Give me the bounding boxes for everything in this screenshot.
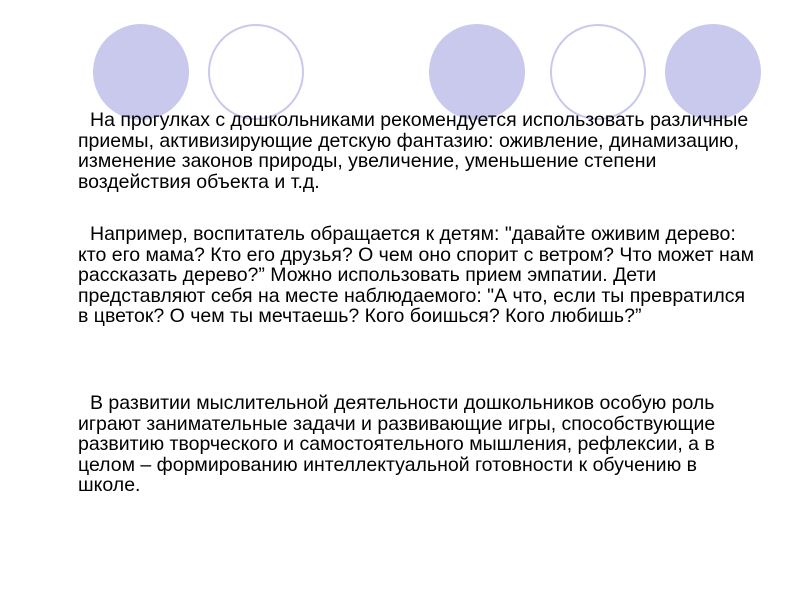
decorative-circle-outline [550,24,646,120]
paragraph-walks-techniques [78,110,758,192]
paragraph-text: На прогулках с дошкольниками рекомендуется использовать различные приемы, активизирующие детскую фантазию: оживление, динамизацию, изменение законов природы, увеличение, уменьшение степени воздействия объекта и т.д. [78,109,749,193]
decorative-circle-outline [208,24,304,120]
paragraph-text: Например, воспитатель обращается к детям: "давайте оживим дерево: кто его мама? Кто его друзья? О чем оно спорит с ветром? Что может нам рассказать дерево?” Можно использовать прием эмпатии. Дети представляют себя на месте наблюдаемого: "А что, если ты превратился в цветок? О чем ты мечтаешь? Кого боишься? Кого любишь?” [78,223,755,327]
decorative-circle-filled [429,24,525,120]
paragraph-text: В развитии мыслительной деятельности дошкольников особую роль играют занимательные задачи и развивающие игры, способствующие развитию творческого и самостоятельного мышления, рефлексии, а в целом – формированию интеллектуальной готовности к обучению в школе. [78,392,716,496]
paragraph-thinking-development [78,393,758,496]
decorative-circle-filled [665,24,761,120]
paragraph-teacher-example [78,224,758,327]
decorative-circle-filled [93,24,189,120]
